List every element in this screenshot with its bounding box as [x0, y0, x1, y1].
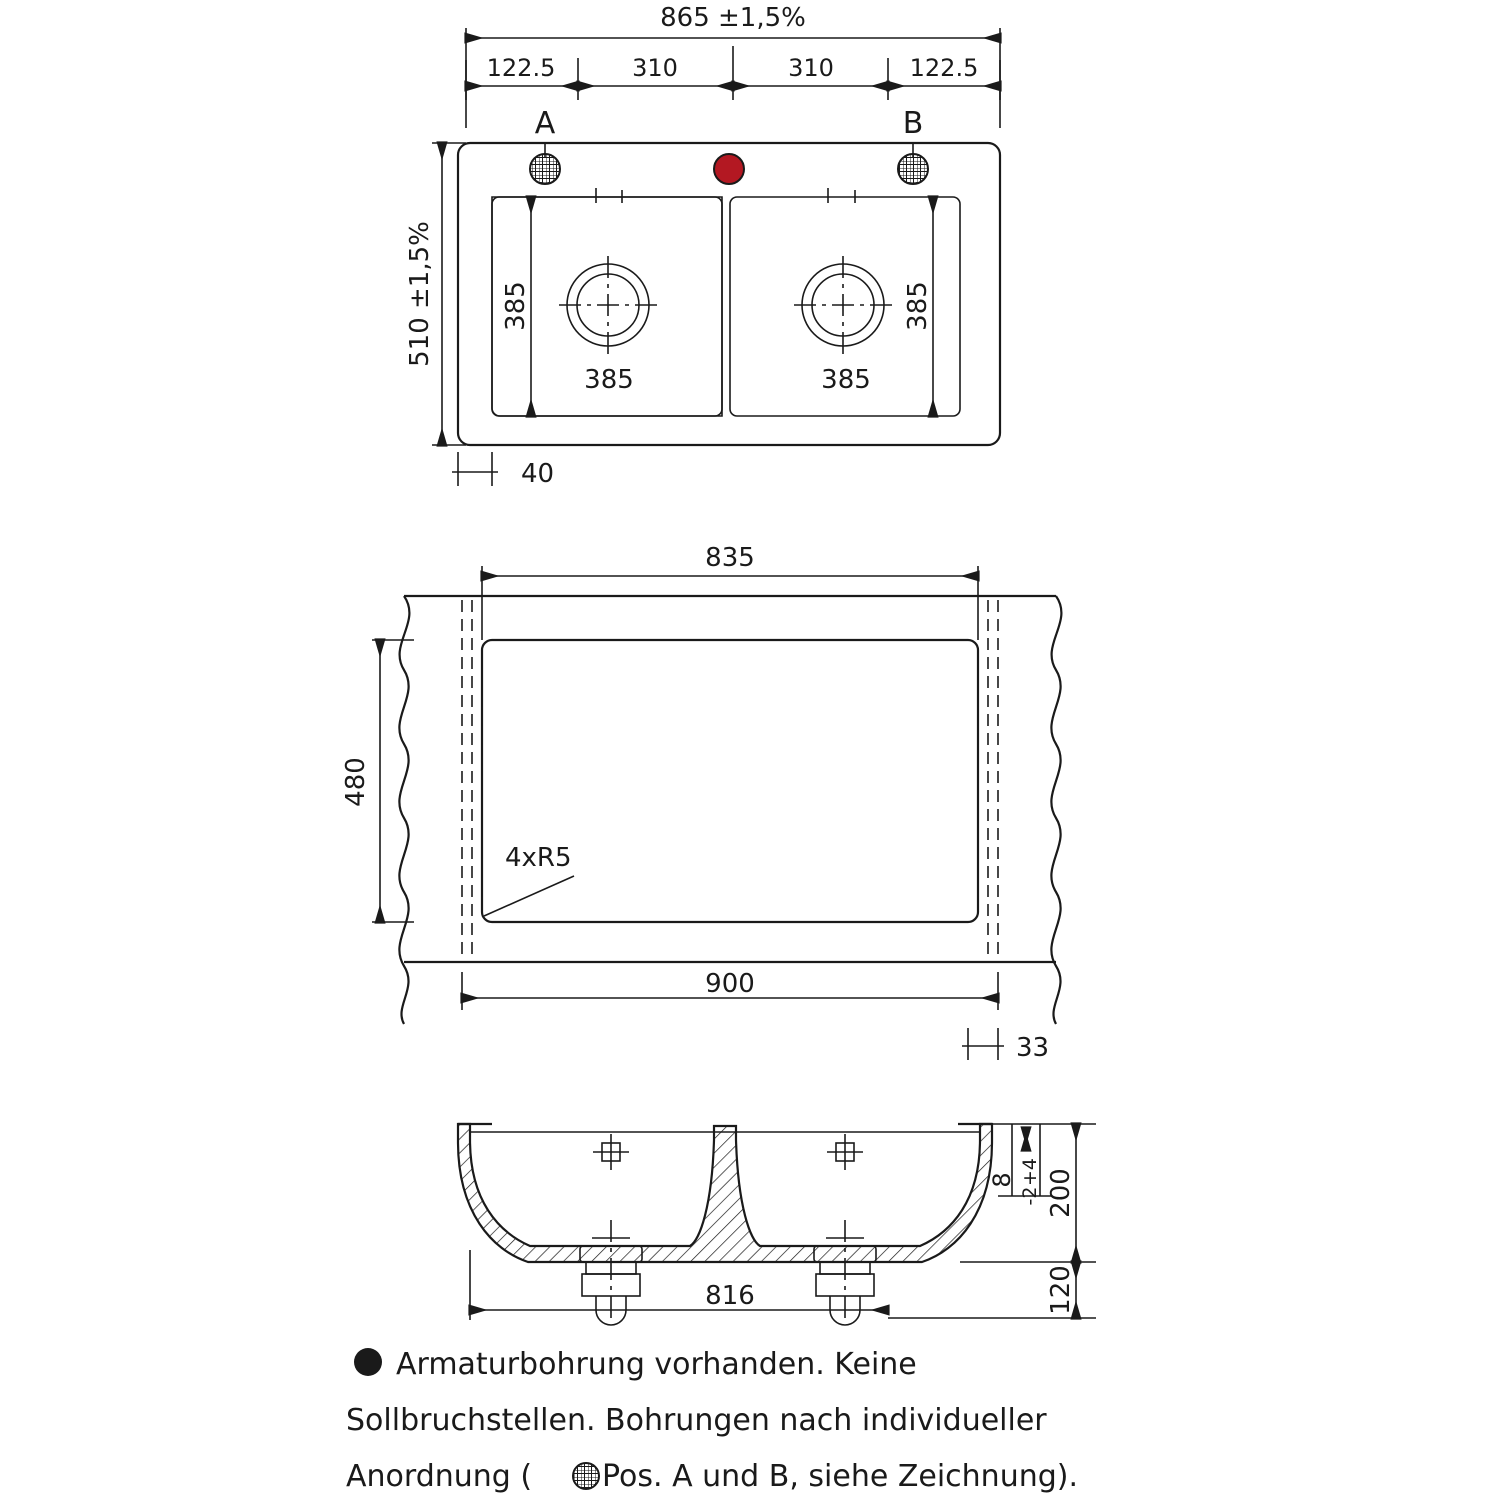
grid-hole-icon — [573, 1463, 599, 1489]
faucet-hole-b — [898, 154, 928, 184]
dim-depth-total-label: 200 — [1046, 1168, 1076, 1218]
faucet-hole-a — [530, 154, 560, 184]
legend-line-3b: Pos. A und B, siehe Zeichnung). — [602, 1459, 1079, 1494]
dim-edge-width — [452, 452, 498, 486]
worktop-break-left — [399, 596, 409, 1024]
dim-basin-left-depth-label: 385 — [501, 281, 531, 331]
dim-basin-right-depth-label: 385 — [903, 281, 933, 331]
legend-line-2: Sollbruchstellen. Bohrungen nach individueller — [346, 1403, 1047, 1438]
section-mark-left — [593, 1134, 629, 1170]
dim-overall-width-label: 865 ±1,5% — [660, 3, 806, 33]
drain-right — [794, 256, 892, 354]
dim-edge-offset — [962, 1028, 1004, 1060]
dim-seg-2-label: 310 — [632, 54, 678, 82]
filled-hole-icon — [354, 1348, 382, 1376]
dim-basin-left-width-label: 385 — [584, 365, 634, 395]
worktop-break-right — [1051, 596, 1061, 1024]
basin-edge-ticks — [596, 188, 855, 203]
dim-cutout-height-label: 480 — [341, 757, 371, 807]
dim-material-thickness-label: 8 — [988, 1172, 1016, 1188]
dim-seg-4-label: 122.5 — [909, 54, 979, 82]
dim-overall-height-label: 510 ±1,5% — [405, 221, 435, 367]
legend-line-3a: Anordnung ( — [346, 1459, 533, 1494]
dim-outer-width-label: 900 — [705, 969, 755, 999]
dim-seg-3-label: 310 — [788, 54, 834, 82]
drain-left — [559, 256, 657, 354]
faucet-hole-existing — [714, 154, 744, 184]
radius-leader — [484, 876, 574, 916]
dim-tolerance-plus-label: +4 — [1019, 1157, 1041, 1187]
cutout-view — [341, 543, 1061, 1063]
dim-edge-offset-label: 33 — [1016, 1033, 1050, 1063]
top-view — [405, 3, 1000, 489]
hole-label-b: B — [902, 106, 924, 141]
dim-seg-1-label: 122.5 — [486, 54, 556, 82]
section-view — [458, 1124, 1096, 1325]
cutout-rect — [482, 640, 978, 922]
section-mark-right — [827, 1134, 863, 1170]
dim-cutout-width-label: 835 — [705, 543, 755, 573]
dim-bottom-width-label: 816 — [705, 1281, 755, 1311]
dim-basin-right-width-label: 385 — [821, 365, 871, 395]
sink-section-body — [458, 1124, 992, 1262]
radius-note-label: 4xR5 — [505, 843, 572, 873]
dim-tolerance-minus-label: -2 — [1019, 1186, 1041, 1206]
legend-note — [346, 1347, 1078, 1494]
dim-cutout-width — [482, 566, 978, 640]
dim-drain-length-label: 120 — [1046, 1265, 1076, 1315]
legend-line-1: Armaturbohrung vorhanden. Keine — [396, 1347, 917, 1382]
dim-overall-height — [432, 143, 466, 445]
hole-label-a: A — [534, 106, 556, 141]
dim-edge-width-label: 40 — [521, 459, 555, 489]
